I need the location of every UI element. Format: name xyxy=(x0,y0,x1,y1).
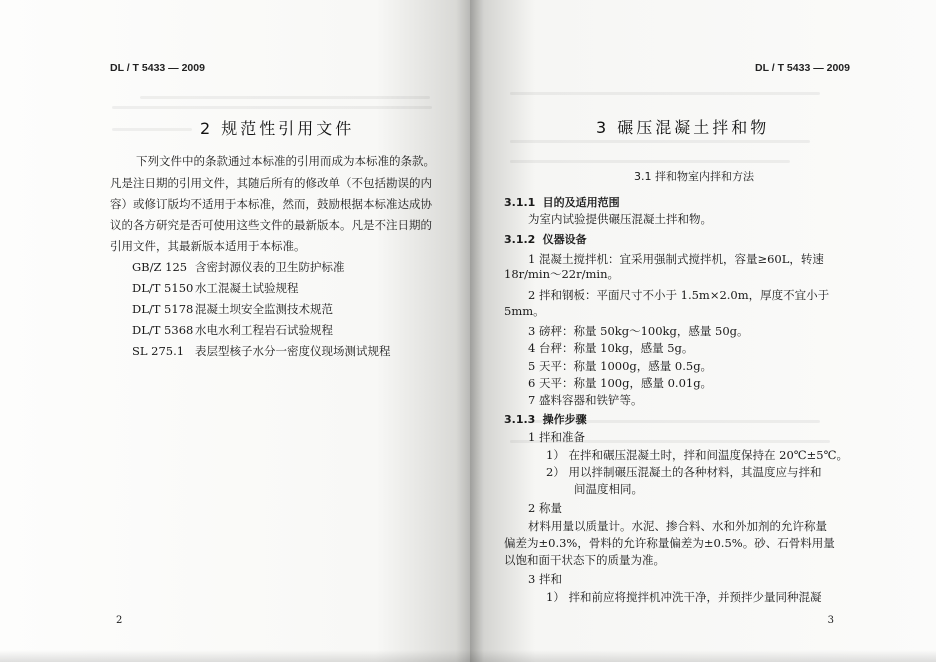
page-number: 3 xyxy=(827,615,834,626)
clause-number: 3.1.2 xyxy=(504,233,536,246)
step-item: 1） 拌和前应将搅拌机冲洗干净，并预拌少量同种混凝 xyxy=(546,590,822,604)
paragraph-line: 以饱和面干状态下的质量为准。 xyxy=(504,553,665,567)
step-item: 间温度相同。 xyxy=(574,482,643,496)
reference-title: 混凝土坝安全监测技术规范 xyxy=(195,302,333,316)
reference-title: 表层型核子水分一密度仪现场测试规程 xyxy=(195,344,391,358)
equipment-item: 18r/min～22r/min。 xyxy=(504,267,619,281)
page-number: 2 xyxy=(116,615,123,626)
intro-line: 容）或修订版均不适用于本标准，然而，鼓励根据本标准达成协 xyxy=(110,197,432,211)
clause-title: 操作步骤 xyxy=(542,413,587,426)
intro-line: 下列文件中的条款通过本标准的引用而成为本标准的条款。 xyxy=(136,154,435,168)
intro-line: 凡是注日期的引用文件，其随后所有的修改单（不包括勘误的内 xyxy=(110,176,432,190)
equipment-item: 5mm。 xyxy=(504,304,545,318)
intro-line: 议的各方研究是否可使用这些文件的最新版本。凡是不注日期的 xyxy=(110,218,432,232)
reference-title: 含密封源仪表的卫生防护标准 xyxy=(195,260,345,274)
paragraph-line: 偏差为±0.3%，骨料的允许称量偏差为±0.5%。砂、石骨料用量 xyxy=(504,536,835,550)
step-heading: 1 拌和准备 xyxy=(528,430,585,444)
clause-title: 仪器设备 xyxy=(542,233,587,246)
chapter-title: 3 碾压混凝土拌和物 xyxy=(596,118,770,137)
right-page xyxy=(470,0,936,662)
equipment-item: 1 混凝土搅拌机：宜采用强制式搅拌机，容量≥60L，转速 xyxy=(528,252,824,266)
equipment-item: 7 盛料容器和铁铲等。 xyxy=(528,393,643,407)
chapter-title: 2 规范性引用文件 xyxy=(200,119,355,138)
clause-number: 3.1.1 xyxy=(504,196,536,209)
reference-code: GB/Z 125 xyxy=(132,260,188,274)
equipment-item: 2 拌和钢板：平面尺寸不小于 1.5m×2.0m，厚度不宜小于 xyxy=(528,288,830,302)
page-header: DL / T 5433 — 2009 xyxy=(110,62,205,74)
step-heading: 2 称量 xyxy=(528,501,562,515)
equipment-item: 4 台秤：称量 10kg，感量 5g。 xyxy=(528,341,694,355)
paragraph-line: 材料用量以质量计。水泥、掺合料、水和外加剂的允许称量 xyxy=(528,519,827,533)
equipment-item: 3 磅秤：称量 50kg～100kg，感量 50g。 xyxy=(528,324,749,338)
clause-text: 为室内试验提供碾压混凝土拌和物。 xyxy=(528,212,712,226)
reference-code: DL/T 5150 xyxy=(132,281,194,295)
step-item: 2） 用以拌制碾压混凝土的各种材料，其温度应与拌和 xyxy=(546,465,822,479)
reference-title: 水工混凝土试验规程 xyxy=(195,281,299,295)
clause-number: 3.1.3 xyxy=(504,413,536,426)
reference-title: 水电水利工程岩石试验规程 xyxy=(195,323,333,337)
clause-title: 目的及适用范围 xyxy=(542,196,620,209)
intro-line: 引用文件，其最新版本适用于本标准。 xyxy=(110,239,306,253)
section-title: 3.1 拌和物室内拌和方法 xyxy=(634,170,754,183)
reference-code: DL/T 5178 xyxy=(132,302,194,316)
reference-code: DL/T 5368 xyxy=(132,323,194,337)
step-heading: 3 拌和 xyxy=(528,572,562,586)
step-item: 1） 在拌和碾压混凝土时，拌和间温度保持在 20℃±5℃。 xyxy=(546,448,848,462)
reference-code: SL 275.1 xyxy=(132,344,185,358)
equipment-item: 5 天平：称量 1000g，感量 0.5g。 xyxy=(528,359,713,373)
equipment-item: 6 天平：称量 100g，感量 0.01g。 xyxy=(528,376,713,390)
page-header: DL / T 5433 — 2009 xyxy=(755,62,850,74)
